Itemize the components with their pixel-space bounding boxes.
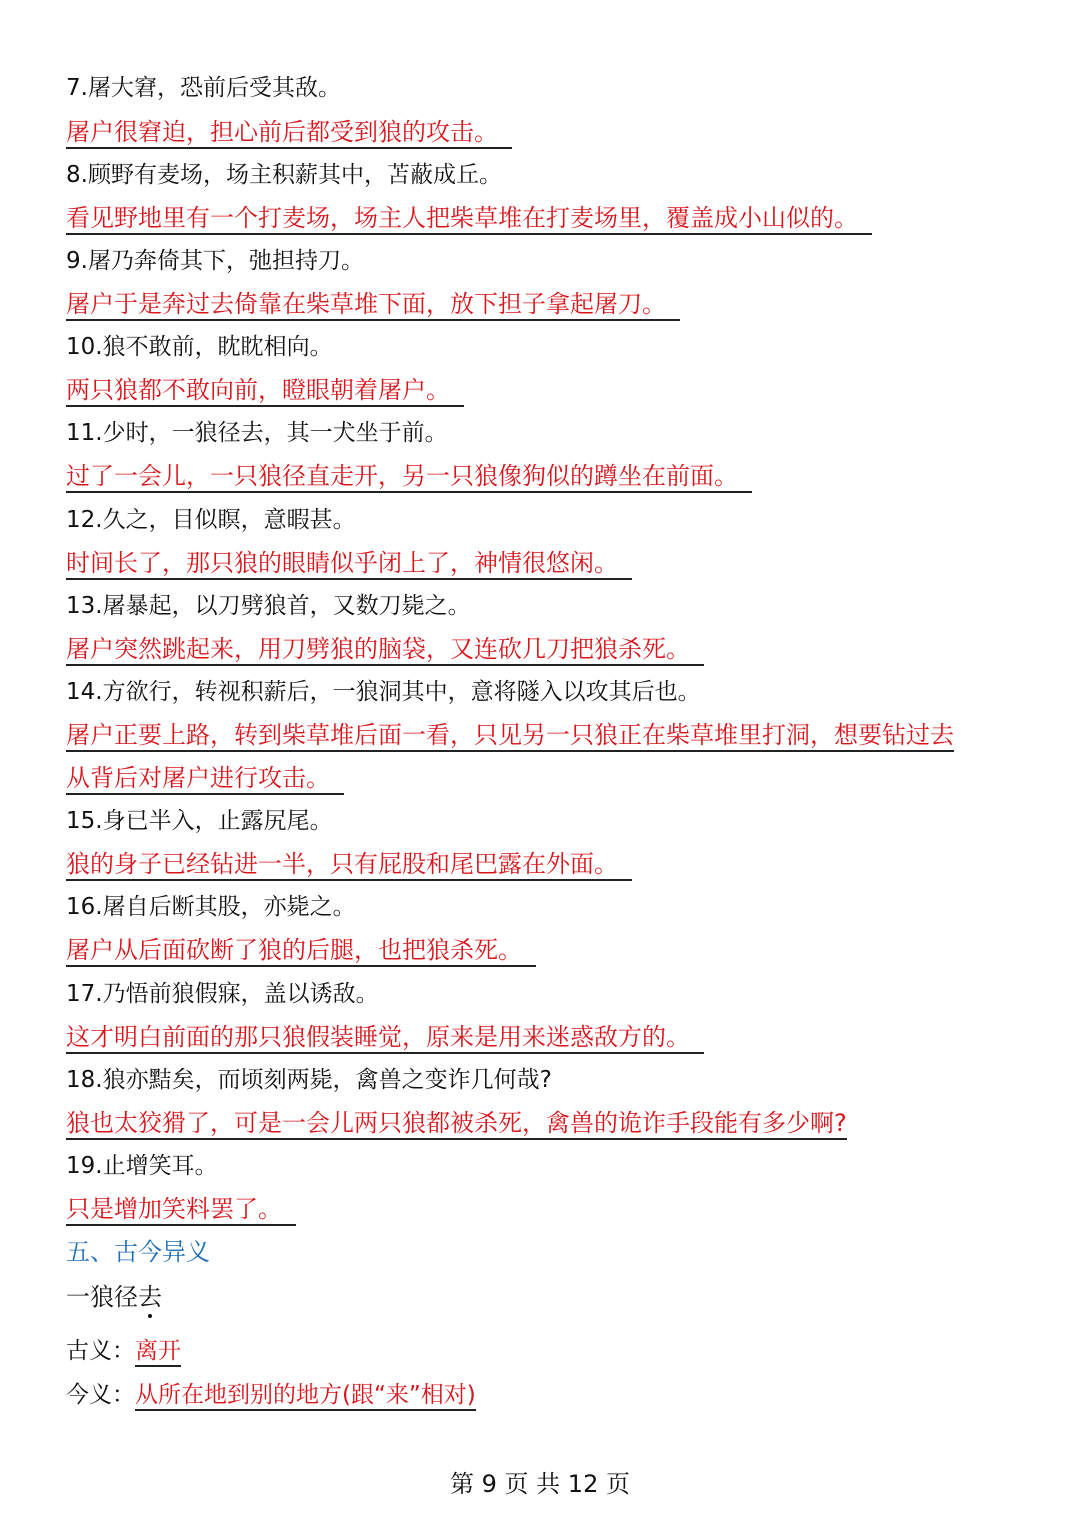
source-line-14: 14.方欲行，转视积薪后，一狼洞其中，意将隧入以攻其后也。 [66,679,701,705]
translation-text: 屠户正要上路，转到柴草堆后面一看，只见另一只狼正在柴草堆里打洞，想要钻过去 [66,721,954,752]
translation-text: 时间长了，那只狼的眼睛似乎闭上了，神情很悠闲。 [66,549,632,580]
source-line-19: 19.止增笑耳。 [66,1153,218,1179]
translation-text: 从背后对屠户进行攻击。 [66,764,344,795]
ancient-meaning-answer: 离开 [135,1338,181,1367]
modern-meaning-row [66,1380,476,1410]
modern-meaning-answer: 从所在地到别的地方(跟“来”相对) [135,1382,476,1411]
example-word [66,1282,162,1312]
translation-text: 过了一会儿，一只狼径直走开，另一只狼像狗似的蹲坐在前面。 [66,462,752,493]
translation-line-16 [66,935,536,966]
translation-text: 这才明白前面的那只狼假装睡觉，原来是用来迷惑敌方的。 [66,1023,704,1054]
ancient-meaning-row [66,1336,181,1366]
translation-text: 只是增加笑料罢了。 [66,1195,296,1226]
source-line-11: 11.少时，一狼径去，其一犬坐于前。 [66,420,448,446]
translation-text: 屠户突然跳起来，用刀劈狼的脑袋，又连砍几刀把狼杀死。 [66,635,704,666]
translation-line-13 [66,634,704,665]
source-line-10: 10.狼不敢前，眈眈相向。 [66,334,333,360]
source-line-12: 12.久之，目似瞑，意暇甚。 [66,507,356,533]
translation-text: 屠户从后面砍断了狼的后腿，也把狼杀死。 [66,936,536,967]
source-line-17: 17.乃悟前狼假寐，盖以诱敌。 [66,981,379,1007]
translation-line-11 [66,461,752,492]
translation-line-10 [66,375,464,406]
translation-line-14 [66,720,954,751]
translation-line-8 [66,203,872,234]
translation-line-18 [66,1108,847,1139]
translation-line-7 [66,117,512,148]
translation-line-15 [66,849,632,880]
translation-text: 屠户很窘迫，担心前后都受到狼的攻击。 [66,118,512,149]
source-line-7: 7.屠大窘，恐前后受其敌。 [66,75,341,101]
source-line-9: 9.屠乃奔倚其下，弛担持刀。 [66,248,364,274]
source-line-13: 13.屠暴起，以刀劈狼首，又数刀毙之。 [66,593,471,619]
translation-line-9 [66,289,680,320]
source-line-15: 15.身已半入，止露尻尾。 [66,808,333,834]
translation-text: 屠户于是奔过去倚靠在柴草堆下面，放下担子拿起屠刀。 [66,290,680,321]
source-line-18: 18.狼亦黠矣，而顷刻两毙，禽兽之变诈几何哉? [66,1067,552,1093]
translation-text: 两只狼都不敢向前，瞪眼朝着屠户。 [66,376,464,407]
translation-text: 狼也太狡猾了，可是一会儿两只狼都被杀死，禽兽的诡诈手段能有多少啊? [66,1109,847,1140]
ancient-meaning-label: 古义： [66,1338,135,1364]
translation-line-19 [66,1194,296,1225]
translation-text: 看见野地里有一个打麦场，场主人把柴草堆在打麦场里，覆盖成小山似的。 [66,204,872,235]
translation-line-14-cont [66,763,344,794]
translation-line-17 [66,1022,704,1053]
section-heading: 五、古今异义 [66,1238,210,1266]
translation-text: 狼的身子已经钻进一半，只有屁股和尾巴露在外面。 [66,850,632,881]
translation-line-12 [66,548,632,579]
emphasis-dotted-char: 去 [138,1283,162,1311]
modern-meaning-label: 今义： [66,1382,135,1408]
source-line-8: 8.顾野有麦场，场主积薪其中，苫蔽成丘。 [66,162,502,188]
source-line-16: 16.屠自后断其股，亦毙之。 [66,894,356,920]
page-number: 第 9 页 共 12 页 [450,1470,630,1498]
example-word-prefix: 一狼径 [66,1283,138,1311]
